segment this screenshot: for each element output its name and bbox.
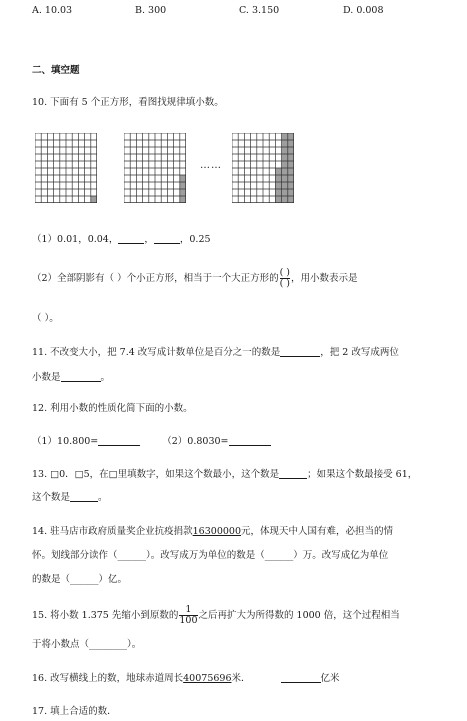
q11-line1a: 11. 不改变大小，把 7.4 改写成计数单位是百分之一的数是 xyxy=(32,347,281,358)
shaded-cell xyxy=(282,154,288,161)
shaded-cell xyxy=(288,140,294,147)
q13-line2a: 这个数是 xyxy=(32,492,71,503)
q12-blank-2[interactable] xyxy=(229,435,271,446)
q12-blank-1[interactable] xyxy=(98,435,140,446)
ellipsis: …… xyxy=(200,160,222,171)
q15-fraction xyxy=(179,605,197,626)
q14-line3: 的数是（______）亿。 xyxy=(32,574,128,585)
options-row xyxy=(32,5,452,19)
q11-line2b: 。 xyxy=(100,372,111,383)
q10-part2 xyxy=(32,268,358,289)
q10-frac-den[interactable]: ( ) xyxy=(279,278,291,289)
q10-part1-sep2: ， xyxy=(179,234,190,245)
shaded-cell xyxy=(275,182,281,189)
q10-part2-c: （ ）。 xyxy=(32,313,59,324)
shaded-cell xyxy=(288,168,294,175)
shaded-cell xyxy=(282,147,288,154)
grid-square-5 xyxy=(232,133,294,203)
q13-blank-1[interactable] xyxy=(279,468,307,479)
q10-frac-num[interactable]: ( ) xyxy=(279,267,291,278)
shaded-cell xyxy=(180,196,186,203)
shaded-cell xyxy=(288,161,294,168)
shaded-cell xyxy=(288,182,294,189)
shaded-cell xyxy=(288,154,294,161)
q12-p1: （1）10.800= xyxy=(32,436,99,447)
grid-square-1 xyxy=(35,133,97,203)
q15-line1b: 之后再扩大为所得数的 1000 倍，这个过程相当 xyxy=(198,610,400,621)
q12-stem: 12. 利用小数的性质化简下面的小数。 xyxy=(32,403,193,414)
q14-line1b: 元，体现天中人国有难，必担当的情 xyxy=(241,526,394,537)
shaded-cell xyxy=(275,175,281,182)
q15-line1a: 15. 将小数 1.375 先缩小到原数的 xyxy=(32,610,179,621)
option-d: D. 0.008 xyxy=(343,5,384,16)
option-c: C. 3.150 xyxy=(239,5,280,16)
q14-underlined-number: 16300000 xyxy=(192,526,241,537)
q13-line2 xyxy=(32,489,108,503)
q10-blank-2[interactable] xyxy=(154,233,180,244)
shaded-cell xyxy=(282,168,288,175)
q10-part2-b: ，用小数表示是 xyxy=(291,273,358,284)
q10-stem: 10. 下面有 5 个正方形，看图找规律填小数。 xyxy=(32,97,224,108)
q14-line2: 怀。划线部分读作（______）。改写成万为单位的数是（______）万。改写成亿为单位 xyxy=(32,550,389,561)
shaded-cell xyxy=(180,189,186,196)
q13-line1a: 13. □0．□5，在□里填数字，如果这个数最小，这个数是 xyxy=(32,469,280,480)
shaded-cell xyxy=(282,133,288,140)
shaded-cell xyxy=(282,182,288,189)
shaded-cell xyxy=(180,175,186,182)
shaded-cell xyxy=(288,147,294,154)
shaded-cell xyxy=(288,175,294,182)
q11-line2 xyxy=(32,369,110,383)
q14-line1 xyxy=(32,523,393,537)
q16-a: 16. 改写横线上的数，地球赤道周长 xyxy=(32,673,184,684)
shaded-cell xyxy=(91,196,97,203)
q17-stem: 17. 填上合适的数． xyxy=(32,706,117,717)
option-b: B. 300 xyxy=(135,5,167,16)
grid-1-svg xyxy=(35,133,97,203)
shaded-cell xyxy=(282,189,288,196)
shaded-cell xyxy=(288,196,294,203)
section-title: 二、填空题 xyxy=(32,65,80,76)
q16-b: 米． xyxy=(231,673,251,684)
q10-part1-sep1: ， xyxy=(144,234,154,245)
q11-blank-2[interactable] xyxy=(61,371,101,382)
shaded-cell xyxy=(275,168,281,175)
q14-line1a: 14. 驻马店市政府质量奖企业抗疫捐款 xyxy=(32,526,193,537)
shaded-cell xyxy=(288,189,294,196)
shaded-cell xyxy=(282,196,288,203)
q16-underlined-number: 40075696 xyxy=(183,673,232,684)
q13-blank-2[interactable] xyxy=(70,491,98,502)
q16-blank[interactable] xyxy=(281,672,321,683)
q11-line1b: ，把 2 改写成两位 xyxy=(320,347,399,358)
q12-p2: （2）0.8030= xyxy=(162,436,229,447)
shaded-cell xyxy=(282,161,288,168)
q11-line2a: 小数是 xyxy=(32,372,61,383)
q10-part1 xyxy=(32,231,211,245)
q11-blank-1[interactable] xyxy=(280,346,320,357)
q10-part1-end: 0.25 xyxy=(189,234,211,245)
q15-frac-den: 100 xyxy=(179,615,198,626)
shaded-cell xyxy=(275,189,281,196)
q13-line1b: ；如果这个数最接受 61， xyxy=(307,469,418,480)
q13-line1 xyxy=(32,466,417,480)
q16-line xyxy=(32,670,340,684)
q10-part2-a: （2）全部阴影有（ ）个小正方形，相当于一个大正方形的 xyxy=(32,273,279,284)
q13-line2b: 。 xyxy=(98,492,108,503)
grid-5-svg xyxy=(232,133,294,203)
grid-2-svg xyxy=(124,133,186,203)
option-a: A. 10.03 xyxy=(32,5,73,16)
q16-c: 亿米 xyxy=(320,673,340,684)
shaded-cell xyxy=(180,182,186,189)
q15-line1 xyxy=(32,605,400,626)
q10-blank-1[interactable] xyxy=(118,233,144,244)
q15-line2: 于将小数点（________）。 xyxy=(32,639,142,650)
q15-frac-num: 1 xyxy=(185,604,192,615)
shaded-cell xyxy=(282,175,288,182)
q10-part1-prefix: （1）0.01，0.04， xyxy=(32,234,119,245)
shaded-cell xyxy=(275,196,281,203)
shaded-cell xyxy=(288,133,294,140)
grid-square-2 xyxy=(124,133,186,203)
q11-line1 xyxy=(32,344,399,358)
shaded-cell xyxy=(282,140,288,147)
q12-parts xyxy=(32,433,271,447)
q10-fraction xyxy=(280,268,290,289)
